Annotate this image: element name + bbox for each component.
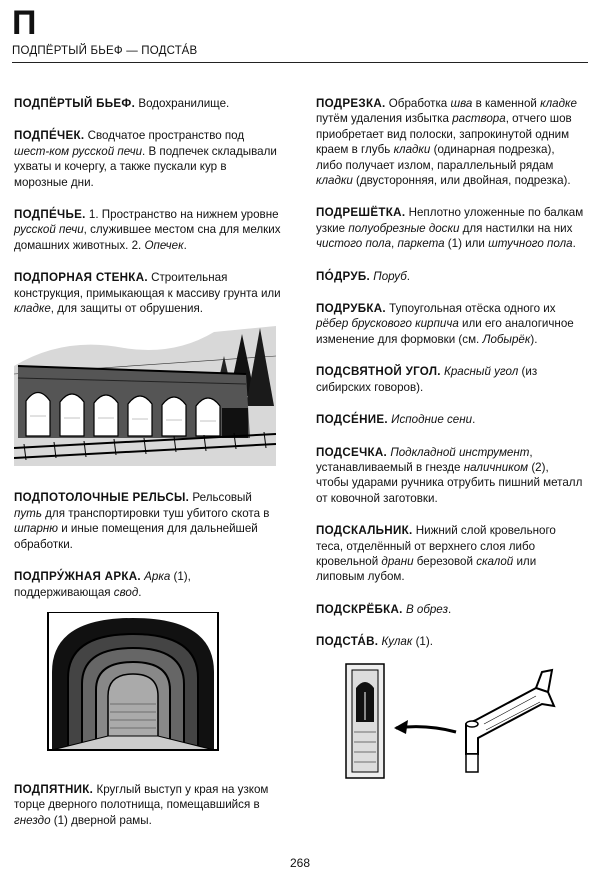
retaining-wall-illustration (14, 326, 276, 466)
header-rule (12, 62, 588, 63)
entry-text: . В подпечек складывали ухваты и кочергу, а также пускали кур в морозные дни. (14, 144, 277, 189)
dictionary-entry (14, 782, 282, 828)
entry-headword: ПОДСЕЧКА. (316, 445, 388, 459)
dictionary-entry (316, 269, 584, 284)
cross-reference: Поруб (373, 269, 407, 283)
dictionary-entry (316, 96, 584, 188)
page-number: 268 (289, 856, 311, 870)
entry-text: , для защиты от обрушения. (50, 302, 203, 316)
entry-headword: ПО́ДРУБ. (316, 269, 371, 283)
cross-reference: чистого пола (316, 237, 392, 251)
dictionary-entry (316, 445, 584, 507)
cross-reference: паркета (397, 237, 445, 251)
entry-text: , устанавливаемый в гнезде (316, 445, 533, 474)
dictionary-entry (14, 490, 282, 552)
entry-headword: ПОДСВЯТНОЙ УГОЛ. (316, 365, 441, 379)
entry-text: Водохранилище. (135, 97, 230, 110)
entry-headword: ПОДПЁРТЫЙ БЬЕФ. (14, 97, 136, 110)
entry-text: . (138, 585, 142, 599)
entry-headword: ПОДПЯТНИК. (14, 782, 94, 796)
entry-headword: ПОДСЕ́НИЕ. (316, 413, 388, 427)
entry-text: , служившее местом сна для мелких домашних животных. 2. (14, 223, 281, 252)
entry-text: , (391, 237, 398, 251)
entry-text: (1), поддерживающая (14, 570, 191, 599)
entry-text: Обработка (385, 97, 451, 110)
dictionary-entry (316, 205, 584, 251)
entry-text: (одинарная подрезка), либо получает излом, параллельный рядам (316, 143, 555, 172)
entry-text: 1. Пространство на нижнем уровне (85, 208, 279, 222)
dictionary-entry (14, 128, 282, 190)
entry-text: . (183, 238, 187, 252)
cross-reference: драни (381, 554, 414, 568)
entry-headword: ПОДПРУ́ЖНАЯ АРКА. (14, 570, 141, 584)
entry-text: . (472, 413, 476, 427)
entry-text: в каменной (472, 97, 541, 110)
cross-reference: Лобырёк (482, 332, 531, 346)
left-column (14, 96, 282, 845)
cross-reference: наличником (463, 460, 529, 474)
cross-reference: свод (113, 585, 139, 599)
dictionary-entry (316, 364, 584, 395)
entry-text: Тупоугольная отёска одного их (385, 302, 556, 316)
entry-text: (1). (412, 635, 433, 649)
entry-text: и иные помещения для дальнейшей обработки. (14, 522, 258, 551)
dictionary-entry (316, 301, 584, 347)
section-letter: П (12, 4, 37, 42)
entry-text: , отчего шов приобретает вид полоски, запрокинутой одним краем в глубь (316, 112, 572, 157)
entry-text: . (448, 602, 452, 616)
cross-reference: кладке (14, 302, 51, 316)
cross-reference: В обрез (405, 602, 449, 616)
dictionary-entry (14, 569, 282, 600)
entry-text: (1) или (444, 237, 489, 251)
cross-reference: скалой (476, 554, 514, 568)
entry-text: для транспортировки туш убитого скота в (41, 506, 270, 520)
cross-reference: Исподние сени (391, 413, 473, 427)
entry-headword: ПОДРЕЗКА. (316, 97, 386, 110)
dictionary-entry (316, 602, 584, 617)
entry-headword: ПОДРЕШЁТКА. (316, 206, 406, 220)
entry-headword: ПОДПОТОЛОЧНЫЕ РЕЛЬСЫ. (14, 491, 190, 505)
entry-text: Строительная конструкция, примыкающая к массиву грунта или (14, 271, 281, 300)
dictionary-entry (14, 96, 282, 111)
entry-text: Нижний слой кровельного теса, отделённый от верхнего слоя либо кровельной (316, 524, 556, 568)
entry-text: путём удаления избытка (316, 112, 453, 126)
cross-reference: кладке (540, 97, 577, 110)
entry-text: или липовым лубом. (316, 554, 537, 584)
cross-reference: Подкладной инструмент (390, 445, 530, 459)
dictionary-entry (316, 412, 584, 427)
cross-reference: шпарню (14, 522, 58, 536)
entry-headword: ПОДСКАЛЬНИК. (316, 524, 413, 538)
dictionary-entry (14, 207, 282, 253)
entry-text: (2), чтобы ударами ручника отрубить пишний металл от ковочной заготовки. (316, 460, 583, 505)
entry-text: Круглый выступ у края на узком торце дверного полотнища, помещавшийся в (14, 782, 269, 812)
entry-text: Неплотно уложенные по балкам узкие (316, 206, 584, 235)
entry-headword: ПОДРУБКА. (316, 302, 386, 316)
entry-text: . (406, 269, 411, 283)
cross-reference: гнездо (14, 813, 51, 827)
cross-reference: Кулак (381, 635, 413, 649)
dictionary-entry (316, 634, 584, 649)
cross-reference: Красный угол (444, 365, 519, 379)
entry-text: для настилки на них (459, 221, 573, 235)
cross-reference: Опечек (144, 238, 184, 252)
fist-tool-illustration (316, 662, 584, 780)
cross-reference: штучного пола (488, 237, 573, 251)
entry-headword: ПОДПЕ́ЧЕК. (14, 129, 85, 143)
arch-vault-illustration (14, 612, 276, 752)
entry-text: (из сибирских говоров). (316, 365, 538, 394)
cross-reference: полуобрезные доски (348, 221, 460, 235)
entry-headword: ПОДСКРЁБКА. (316, 602, 403, 616)
entry-text: . (572, 237, 576, 251)
dictionary-entry (14, 270, 282, 316)
cross-reference: шва (450, 97, 473, 110)
entry-headword: ПОДПЕ́ЧЬЕ. (14, 208, 86, 222)
entry-text: Сводчатое пространство под (84, 129, 245, 143)
cross-reference: кладки (316, 174, 353, 188)
entry-headword: ПОДПОРНАЯ СТЕНКА. (14, 271, 148, 285)
cross-reference: рёбер брускового кирпича (316, 317, 459, 331)
entry-headword: ПОДСТА́В. (316, 635, 379, 649)
cross-reference: кладки (393, 143, 431, 157)
entry-text: (1) дверной рамы. (50, 813, 152, 827)
cross-reference: раствора (452, 112, 506, 126)
cross-reference: шест-ком русской печи (14, 144, 143, 158)
entry-text: (двусторонняя, или двойная, подрезка). (352, 174, 571, 188)
cross-reference: русской печи (14, 223, 84, 237)
entry-text: или его аналогичное изменение для формовки (см. (316, 317, 574, 346)
entry-text: Рельсовый (189, 491, 252, 505)
cross-reference: Арка (144, 570, 171, 584)
entry-text: ). (530, 332, 538, 346)
dictionary-entry (316, 523, 584, 585)
running-head: ПОДПЁРТЫЙ БЬЕФ — ПОДСТА́В (12, 45, 198, 57)
entry-text: березовой (413, 554, 477, 568)
cross-reference: путь (14, 506, 42, 520)
right-column (316, 96, 584, 784)
